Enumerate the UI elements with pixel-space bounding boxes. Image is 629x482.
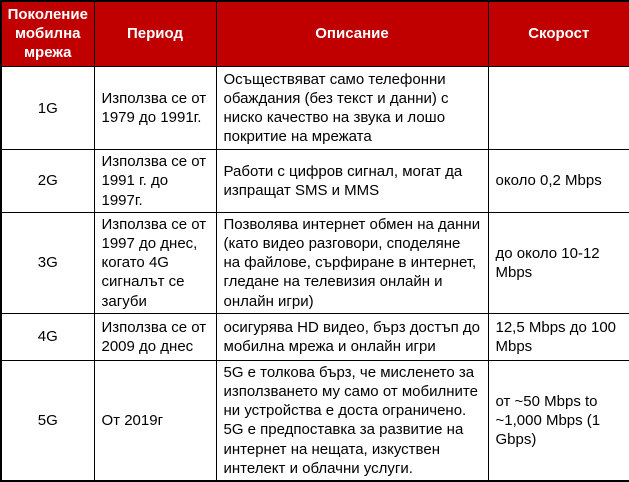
description-cell: Позволява интернет обмен на данни (като видео разговори, споделяне на файлове, сърфиране в интернет, гледане на телевизия онлайн и онлайн игри) [216, 212, 488, 313]
description-cell: Работи с цифров сигнал, могат да изпращат SMS и MMS [216, 150, 488, 213]
header-generation: Поколение мобилна мрежа [1, 1, 94, 67]
description-cell: Осъществяват само телефонни обаждания (без текст и данни) с ниско качество на звука и лошо покритие на мрежата [216, 67, 488, 150]
generation-cell: 3G [1, 212, 94, 313]
table-row-5g [1, 360, 629, 481]
header-row [1, 1, 629, 67]
period-cell: Използва се от 1991 г. до 1997г. [94, 150, 216, 213]
speed-cell [488, 67, 629, 150]
period-cell: От 2019г [94, 360, 216, 481]
table-row-1g [1, 67, 629, 150]
description-cell: осигурява HD видео, бърз достъп до мобилна мрежа и онлайн игри [216, 313, 488, 360]
generation-cell: 5G [1, 360, 94, 481]
period-cell: Използва се от 1997 до днес, когато 4G сигналът се загуби [94, 212, 216, 313]
period-cell: Използва се от 1979 до 1991г. [94, 67, 216, 150]
speed-cell: до около 10-12 Mbps [488, 212, 629, 313]
table-row-2g [1, 150, 629, 213]
header-period: Период [94, 1, 216, 67]
header-description: Описание [216, 1, 488, 67]
generation-cell: 1G [1, 67, 94, 150]
speed-cell: от ~50 Mbps to ~1,000 Mbps (1 Gbps) [488, 360, 629, 481]
generation-cell: 4G [1, 313, 94, 360]
period-cell: Използва се от 2009 до днес [94, 313, 216, 360]
table-row-4g [1, 313, 629, 360]
table-row-3g [1, 212, 629, 313]
generation-cell: 2G [1, 150, 94, 213]
speed-cell: 12,5 Mbps до 100 Mbps [488, 313, 629, 360]
speed-cell: около 0,2 Mbps [488, 150, 629, 213]
header-speed: Скорост [488, 1, 629, 67]
description-cell: 5G е толкова бърз, че мисленето за използването му само от мобилните ни устройства е доста ограничено. 5G е предпоставка за развитие на интернет на нещата, изкуствен интелект и облачни услуги. [216, 360, 488, 481]
